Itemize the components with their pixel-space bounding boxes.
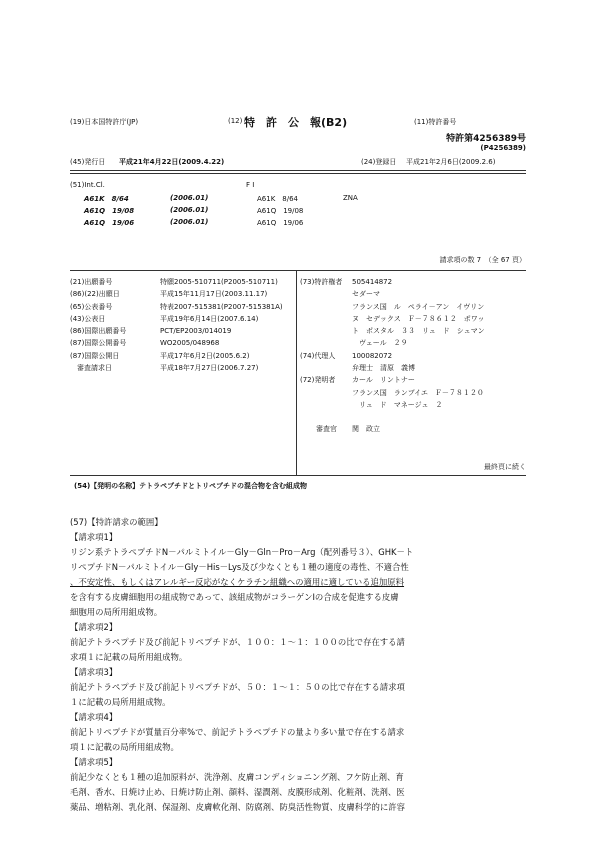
fi-code: A61Q 19/08 — [257, 207, 304, 215]
ipc-code: A61Q 19/06 — [84, 219, 135, 227]
invention-title: (54)【発明の名称】テトラペプチドとトリペプチドの混合物を含む組成物 — [74, 482, 307, 490]
issue-date-label: (45)発行日 — [70, 158, 106, 166]
claim-heading: 【請求項2】 — [70, 622, 118, 632]
divider — [70, 170, 526, 171]
patentee-label: (73)特許権者 — [300, 278, 343, 286]
agent-name: 弁理士 清原 義博 — [352, 364, 415, 373]
ipc-version: (2006.01) — [170, 206, 209, 214]
patentee-line: セダーマ — [352, 290, 380, 299]
biblio-right — [300, 276, 485, 411]
claim-heading: 【請求項1】 — [70, 532, 118, 542]
inventor-address — [300, 387, 485, 412]
claim-text: 前記少なくとも１種の追加原料が、洗浄剤、皮膚コンディショニング剤、フケ防止剤、育 — [70, 772, 404, 782]
patent-number-sub: (P4256389) — [480, 144, 526, 152]
doc-type-title: 特 許 公 報(B2) — [244, 116, 348, 129]
claim-text: リジン系テトラペプチドN－パルミトイル－Gly－Gln－Pro－Arg（配列番号３）、GHK－ト — [70, 547, 414, 557]
claims-count: 請求項の数 7 （全 67 頁） — [439, 256, 526, 264]
biblio-value: 平成17年6月2日(2005.6.2) — [160, 351, 250, 360]
inventor-row — [300, 374, 485, 386]
biblio-label: (86)国際出願番号 — [70, 327, 127, 336]
patentee-row — [300, 276, 485, 288]
claim-text: 薬品、増粘剤、乳化剤、保湿剤、皮膚軟化剤、防腐剤、防臭活性物質、皮膚科学的に許容 — [70, 802, 405, 812]
registration-date-label: (24)登録日 — [361, 158, 397, 166]
ipc-version: (2006.01) — [170, 218, 209, 226]
biblio-left — [70, 276, 283, 374]
patent-number-label: (11)特許番号 — [414, 118, 457, 126]
claim-text: 前記トリペプチドが質量百分率%で、前記テトラペプチドの量より多い量で存在する請求 — [70, 727, 405, 737]
patentee-id: 505414872 — [352, 278, 393, 286]
patent-number: 特許第4256389号 — [446, 134, 526, 144]
divider — [70, 270, 526, 271]
claim-heading: 【請求項5】 — [70, 757, 118, 767]
claim-text: 前記テトラペプチド及び前記トリペプチドが、５０：１～１：５０の比で存在する請求項 — [70, 682, 405, 692]
claims-heading: (57)【特許請求の範囲】 — [70, 517, 163, 527]
biblio-row — [70, 276, 283, 288]
biblio-value: 特表2007-515381(P2007-515381A) — [160, 302, 283, 311]
issue-date: 平成21年4月22日(2009.4.22) — [119, 158, 225, 166]
claim-text: 項１に記載の局所用組成物。 — [70, 742, 179, 752]
continued-note: 最終頁に続く — [484, 463, 526, 471]
divider — [70, 173, 526, 174]
claim-text: 求項１に記載の局所用組成物。 — [70, 652, 188, 662]
examiner-label: 審査官 — [316, 425, 337, 433]
intcl-label: (51)Int.Cl. — [70, 181, 105, 189]
claim-text: リペプチドN－パルミトイル－Gly－His－Lys及び少なくとも１種の適度の毒性、不適合性 — [70, 562, 409, 572]
agent-id: 100082072 — [352, 351, 393, 360]
patentee-line: ヌ セデックス Ｆ－７８６１２ ポワッ — [352, 314, 485, 323]
claim-heading: 【請求項4】 — [70, 712, 118, 722]
biblio-row — [70, 325, 283, 337]
biblio-value: 特願2005-510711(P2005-510711) — [160, 278, 278, 286]
claims-section — [70, 515, 413, 815]
biblio-row — [70, 350, 283, 362]
claim-text: 、不安定性、もしくはアレルギー反応がなくケラチン組織への適用に適している追加原料 — [70, 577, 405, 587]
inventor-line: カール リントナー — [352, 376, 415, 385]
biblio-value: PCT/EP2003/014019 — [160, 327, 232, 336]
inventor-line: フランス国 ランブイエ Ｆ－７８１２０ — [352, 388, 484, 397]
inventor-label: (72)発明者 — [300, 376, 336, 385]
biblio-value: 平成15年11月17日(2003.11.17) — [160, 290, 268, 299]
patentee-line: ト ポスタル ３３ リュ ド シュマン — [352, 327, 485, 336]
column-divider — [296, 271, 297, 475]
agent-label: (74)代理人 — [300, 351, 336, 360]
inventor-line: リュ ド マネージュ ２ — [352, 400, 443, 409]
biblio-row — [70, 301, 283, 313]
claim-text: 細胞用の局所用組成物。 — [70, 607, 163, 617]
patentee-line: フランス国 ル ペライ－アン イヴリン — [352, 302, 485, 311]
doc-type-code: (12) — [228, 117, 243, 125]
agent-row — [300, 350, 485, 362]
claim-heading: 【請求項3】 — [70, 667, 118, 677]
biblio-label: (86)(22)出願日 — [70, 290, 120, 299]
claim-text: 毛剤、香水、日焼け止め、日焼け防止剤、顔料、湿潤剤、皮膜形成剤、化粧剤、洗剤、医 — [70, 787, 405, 797]
biblio-value: 平成18年7月27日(2006.7.27) — [160, 364, 259, 373]
ipc-version: (2006.01) — [170, 194, 209, 202]
patentee-address — [300, 288, 485, 349]
fi-code: A61Q 19/06 — [257, 219, 304, 227]
examiner-name: 関 政立 — [352, 425, 380, 433]
biblio-label: (21)出願番号 — [70, 278, 113, 286]
fi-label: F I — [246, 181, 255, 189]
patentee-line: ヴェール ２９ — [352, 339, 408, 348]
fi-code: A61K 8/64 — [257, 195, 299, 203]
ipc-code: A61K 8/64 — [84, 195, 129, 203]
biblio-row — [70, 337, 283, 349]
biblio-label: (87)国際公開番号 — [70, 339, 127, 348]
claim-text: １に記載の局所用組成物。 — [70, 697, 171, 707]
biblio-value: WO2005/048968 — [160, 339, 220, 348]
biblio-label: 審査請求日 — [70, 364, 112, 373]
biblio-label: (43)公表日 — [70, 314, 106, 323]
biblio-row — [70, 362, 283, 374]
biblio-label: (65)公表番号 — [70, 302, 113, 311]
fi-extra: ZNA — [343, 194, 358, 202]
claim-text: を含有する皮膚細胞用の組成物であって、該組成物がコラーゲンIの合成を促進する皮膚 — [70, 592, 399, 602]
registration-date: 平成21年2月6日(2009.2.6) — [406, 158, 496, 166]
claim-text: 前記テトラペプチド及び前記トリペプチドが、１００：１～１：１００の比で存在する請 — [70, 637, 405, 647]
biblio-value: 平成19年6月14日(2007.6.14) — [160, 314, 259, 323]
office-label: (19)日本国特許庁(JP) — [70, 118, 139, 126]
ipc-code: A61Q 19/08 — [84, 207, 135, 215]
biblio-label: (87)国際公開日 — [70, 351, 120, 360]
biblio-row — [70, 288, 283, 300]
biblio-row — [70, 313, 283, 325]
divider — [70, 475, 526, 476]
